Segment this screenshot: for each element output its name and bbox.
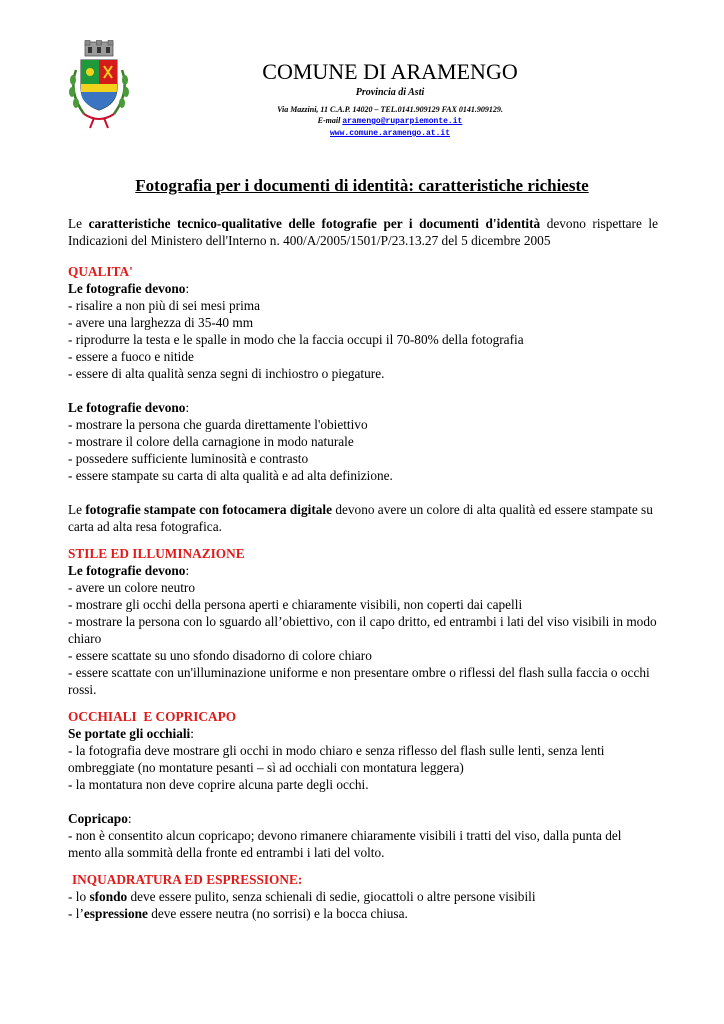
website-line	[200, 127, 580, 139]
qualita-subheading-2: Le fotografie devono:	[68, 400, 190, 415]
list-item: - essere stampate su carta di alta qualità e ad alta definizione.	[68, 468, 393, 483]
subheading-text: Le fotografie devono	[68, 563, 186, 578]
subheading-text: Le fotografie devono	[68, 281, 186, 296]
subheading-text: Se portate gli occhiali	[68, 726, 191, 741]
intro-bold-text: caratteristiche tecnico-qualitative delle fotografie per i documenti d'identità	[88, 216, 541, 231]
list-item: - avere una larghezza di 35-40 mm	[68, 315, 254, 330]
intro-paragraph	[68, 215, 658, 249]
intro-rest: rispettare le Indicazioni del Ministero dell'Interno n. 400/A/2005/1501/P/23.13.27 del 5 dicembre 2005	[68, 216, 658, 248]
copricapo-subheading: Copricapo:	[68, 811, 132, 826]
list-item: - non è consentito alcun copricapo; devono rimanere chiaramente visibili i tratti del viso, dalla punta del mento alla sommità della fronte ed entrambi i lati del volto.	[68, 828, 622, 860]
item-prefix: - l’	[68, 906, 84, 921]
letterhead	[200, 58, 580, 139]
list-item	[68, 905, 658, 922]
list-item: - essere di alta qualità senza segni di inchiostro o piegature.	[68, 366, 385, 381]
digital-photo-paragraph	[68, 501, 658, 535]
coat-of-arms-logo	[66, 40, 132, 132]
list-item: - riprodurre la testa e le spalle in modo che la faccia occupi il 70-80% della fotografia	[68, 332, 524, 347]
qualita-subheading-1: Le fotografie devono:	[68, 281, 190, 296]
item-bold: espressione	[83, 906, 148, 921]
list-item: - possedere sufficiente luminosità e contrasto	[68, 451, 309, 466]
document-title: Fotografia per i documenti di identità: caratteristiche richieste	[135, 176, 589, 195]
item-rest: deve essere neutra (no sorrisi) e la bocca chiusa.	[151, 906, 408, 921]
intro-word: Le	[68, 216, 83, 231]
province-name: Provincia di Asti	[355, 87, 425, 98]
intro-verb: devono	[546, 216, 586, 231]
list-item: - essere scattate con un'illuminazione uniforme e non presentare ombre o riflessi del flash sulla faccia o occhi rossi.	[68, 665, 650, 697]
subheading-text: Copricapo	[68, 811, 128, 826]
list-item	[68, 888, 658, 905]
subheading-text: Le fotografie devono	[68, 400, 186, 415]
address-line: Via Mazzini, 11 C.A.P. 14020 – TEL.0141.909129 FAX 0141.909129.	[277, 105, 503, 114]
list-item: - la fotografia deve mostrare gli occhi in modo chiaro e senza riflesso del flash sulle lenti, senza lenti ombreggiate (no montature pesanti – sì ad occhiali con montatura leggera)	[68, 743, 605, 775]
list-item: - essere scattate su uno sfondo disadorno di colore chiaro	[68, 648, 372, 663]
section-heading-stile: STILE ED ILLUMINAZIONE	[68, 546, 245, 561]
list-item: - mostrare gli occhi della persona aperti e chiaramente visibili, non coperti dai capelli	[68, 597, 523, 612]
email-link[interactable]: aramengo@ruparpiemonte.it	[342, 117, 463, 126]
digital-rest: devono avere un colore di alta qualità ed essere stampate su carta ad alta resa fotografica.	[68, 502, 653, 534]
digital-word: Le	[68, 502, 83, 517]
item-rest: deve essere pulito, senza schienali di sedie, giocattoli o altre persone visibili	[130, 889, 536, 904]
item-bold: sfondo	[89, 889, 128, 904]
section-heading-inquadratura: INQUADRATURA ED ESPRESSIONE:	[72, 872, 303, 887]
section-heading-qualita: QUALITA'	[68, 264, 133, 279]
email-line	[200, 115, 580, 127]
email-label: E-mail	[317, 116, 341, 125]
document-body	[68, 215, 658, 922]
stile-subheading: Le fotografie devono:	[68, 563, 190, 578]
municipality-name: COMUNE DI ARAMENGO	[262, 59, 518, 84]
list-item: - avere un colore neutro	[68, 580, 195, 595]
website-link[interactable]: www.comune.aramengo.at.it	[329, 129, 451, 138]
digital-bold-text: fotografie stampate con fotocamera digitale	[85, 502, 333, 517]
occhiali-subheading: Se portate gli occhiali:	[68, 726, 194, 741]
list-item: - risalire a non più di sei mesi prima	[68, 298, 261, 313]
list-item: - mostrare la persona che guarda direttamente l'obiettivo	[68, 417, 368, 432]
item-prefix: - lo	[68, 889, 87, 904]
list-item: - essere a fuoco e nitide	[68, 349, 194, 364]
list-item: - mostrare il colore della carnagione in modo naturale	[68, 434, 354, 449]
list-item: - la montatura non deve coprire alcuna parte degli occhi.	[68, 777, 369, 792]
section-heading-occhiali: OCCHIALI E COPRICAPO	[68, 709, 237, 724]
list-item: - mostrare la persona con lo sguardo all’obiettivo, con il capo dritto, ed entrambi i lati del viso visibili in modo chiaro	[68, 614, 657, 646]
